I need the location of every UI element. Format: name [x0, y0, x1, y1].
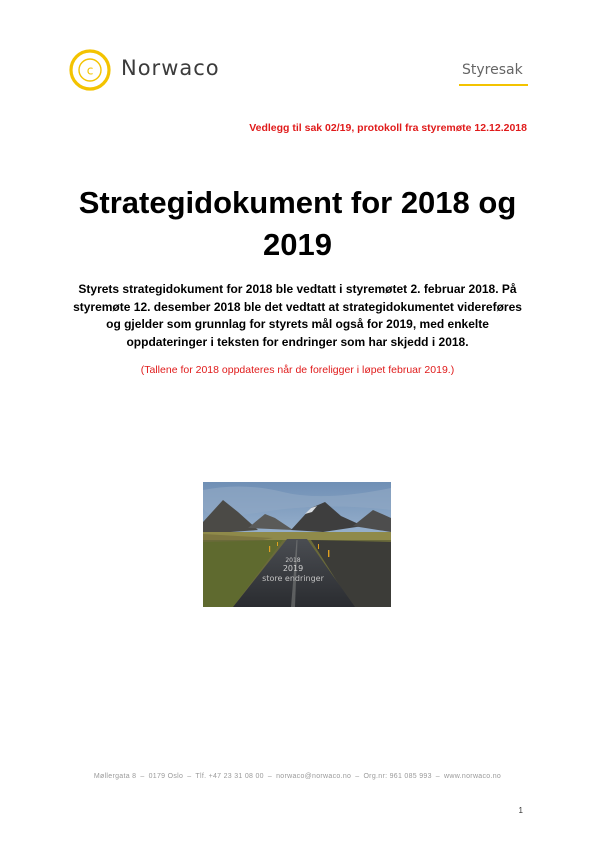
document-title: Strategidokument for 2018 og 2019	[78, 185, 517, 262]
footer-website[interactable]: www.norwaco.no	[444, 773, 502, 780]
road-photo	[203, 482, 391, 607]
road-text-slogan: store endringer	[262, 574, 324, 583]
road-text-2019: 2019	[282, 564, 304, 573]
footer-contact: Møllergata 8 – 0179 Oslo – Tlf. +47 23 31 08 00 – norwaco@norwaco.no – Org.nr: 961 085 993 – www.norwaco.no	[93, 773, 502, 780]
footer-email[interactable]: norwaco@norwaco.no	[276, 773, 352, 780]
page-number: 1	[518, 806, 523, 815]
header-accent-rule	[459, 84, 528, 86]
norwaco-logo-icon	[68, 48, 112, 92]
intro-paragraph: Styrets strategidokument for 2018 ble vedtatt i styremøtet 2. februar 2018. På styremøte 12. desember 2018 ble det vedtatt at strategidokumentet videreføres og gjelder som grunnlag for styrets mål også for 2019, med enkelte oppdateringer i teksten for endringer som har skjedd i 2018.	[73, 282, 522, 349]
footer-phone: Tlf. +47 23 31 08 00	[195, 773, 264, 780]
footer-org-number: Org.nr: 961 085 993	[363, 773, 432, 780]
footer-address: Møllergata 8	[93, 773, 137, 780]
svg-text:c: c	[86, 63, 94, 78]
update-note: (Tallene for 2018 oppdateres når de foreligger i løpet februar 2019.)	[140, 364, 455, 376]
document-type-label: Styresak	[462, 62, 523, 78]
brand-name: Norwaco	[121, 56, 220, 80]
road-text-2018: 2018	[285, 557, 301, 564]
footer-postal: 0179 Oslo	[148, 773, 184, 780]
attachment-note: Vedlegg til sak 02/19, protokoll fra styremøte 12.12.2018	[249, 122, 527, 134]
